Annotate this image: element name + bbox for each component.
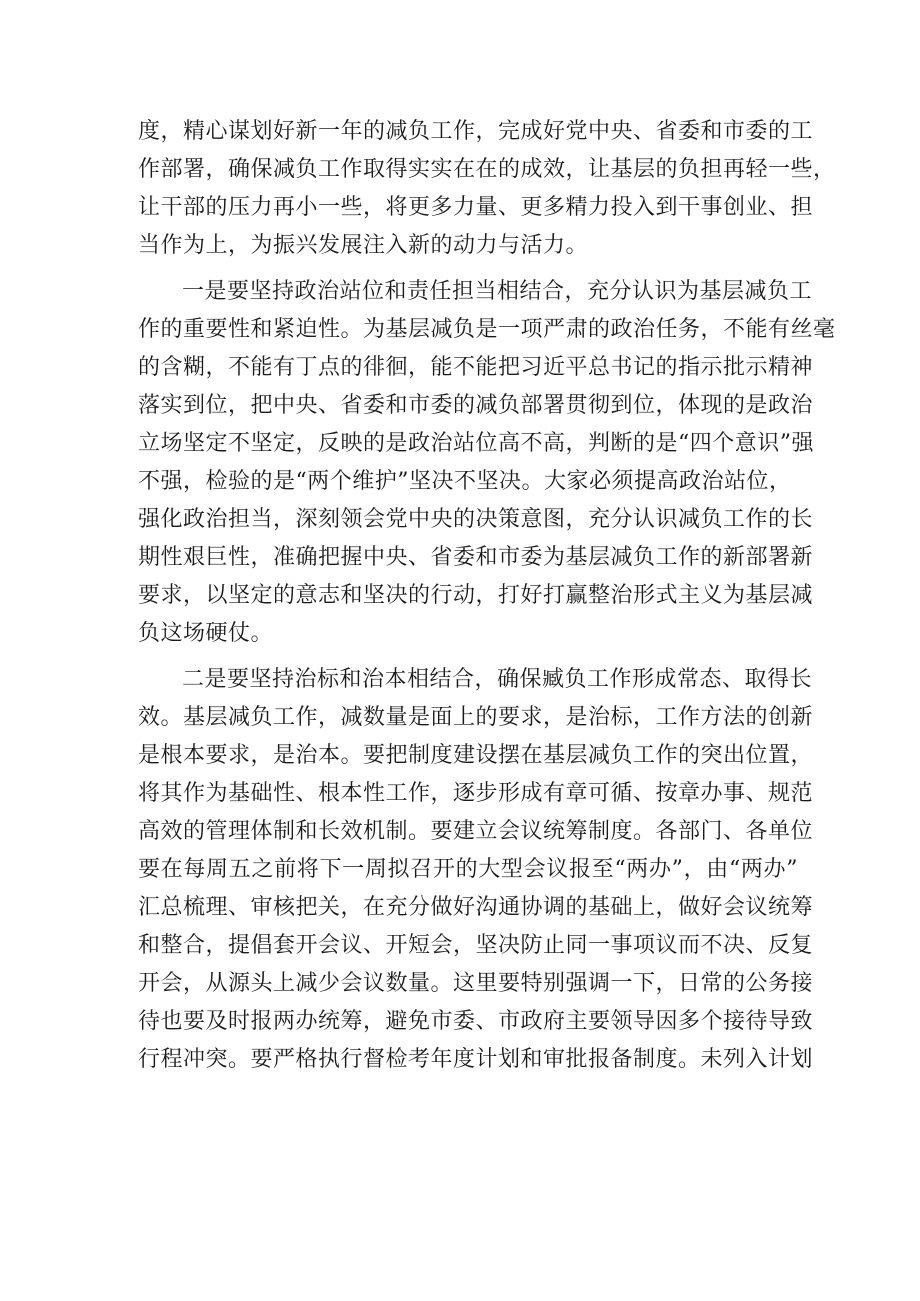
paragraph-3-line-3: 是根本要求，是治本。要把制度建设摆在基层减负工作的突出位置， [138,743,814,768]
paragraph-3-line-2: 效。基层减负工作，减数量是面上的要求，是治标，工作方法的创新 [138,705,814,730]
paragraph-2-line-4: 落实到位，把中央、省委和市委的减负部署贯彻到位，体现的是政治 [138,393,814,418]
paragraph-3-line-10: 待也要及时报两办统筹，避免市委、市政府主要领导因多个接待导致 [138,1009,814,1034]
paragraph-2-line-5: 立场坚定不坚定，反映的是政治站位高不高，判断的是“四个意识”强 [138,431,814,456]
paragraph-1-line-1: 度，精心谋划好新一年的减负工作，完成好党中央、省委和市委的工 [138,119,814,144]
paragraph-gap [138,265,798,273]
paragraph-1-line-3: 让干部的压力再小一些，将更多力量、更多精力投入到干事创业、担 [138,195,814,220]
paragraph-2-line-10: 负这场硬仗。 [138,621,274,646]
paragraph-2-line-9: 要求，以坚定的意志和坚决的行动，打好打赢整治形式主义为基层减 [138,583,814,608]
paragraph-3-line-1: 二是要坚持治标和治本相结合，确保臧负工作形成常态、取得长 [182,667,813,692]
paragraph-1-line-4: 当作为上，为振兴发展注入新的动力与活力。 [138,233,589,258]
paragraph-3-line-4: 将其作为基础性、根本性工作，逐步形成有章可循、按章办事、规范 [138,781,814,806]
paragraph-1-line-2: 作部署，确保减负工作取得实实在在的成效，让基层的负担再轻一些， [138,157,836,182]
paragraph-2-line-2: 作的重要性和紧迫性。为基层减负是一项严肃的政治任务，不能有丝毫 [138,317,836,342]
paragraph-2-line-8: 期性艰巨性，准确把握中央、省委和市委为基层减负工作的新部署新 [138,545,814,570]
paragraph-2-line-3: 的含糊，不能有丁点的徘徊，能不能把习近平总书记的指示批示精神 [138,355,814,380]
paragraph-3-line-5: 高效的管理体制和长效机制。要建立会议统筹制度。各部门、各单位 [138,819,814,844]
paragraph-3-line-9: 开会，从源头上减少会议数量。这里要特别强调一下，日常的公务接 [138,971,814,996]
paragraph-3-line-6: 要在每周五之前将下一周拟召开的大型会议报至“两办”，由“两办” [138,857,798,882]
paragraph-3 [138,661,814,1079]
paragraph-2-line-6: 不强，检验的是“两个维护”坚决不坚决。大家必须提高政治站位， [138,469,792,494]
paragraph-3-line-7: 汇总梳理、审核把关，在充分做好沟通协调的基础上，做好会议统筹 [138,895,814,920]
paragraph-1 [138,113,836,265]
paragraph-2 [138,273,836,653]
paragraph-2-line-7: 强化政治担当，深刻领会党中央的决策意图，充分认识减负工作的长 [138,507,814,532]
paragraph-gap [138,653,798,661]
document-body [138,113,836,1079]
paragraph-3-line-11: 行程冲突。要严格执行督检考年度计划和审批报备制度。未列入计划 [138,1047,814,1072]
paragraph-2-line-1: 一是要坚持政治站位和责任担当相结合，充分认识为基层减负工 [182,279,813,304]
paragraph-3-line-8: 和整合，提倡套开会议、开短会，坚决防止同一事项议而不决、反复 [138,933,814,958]
